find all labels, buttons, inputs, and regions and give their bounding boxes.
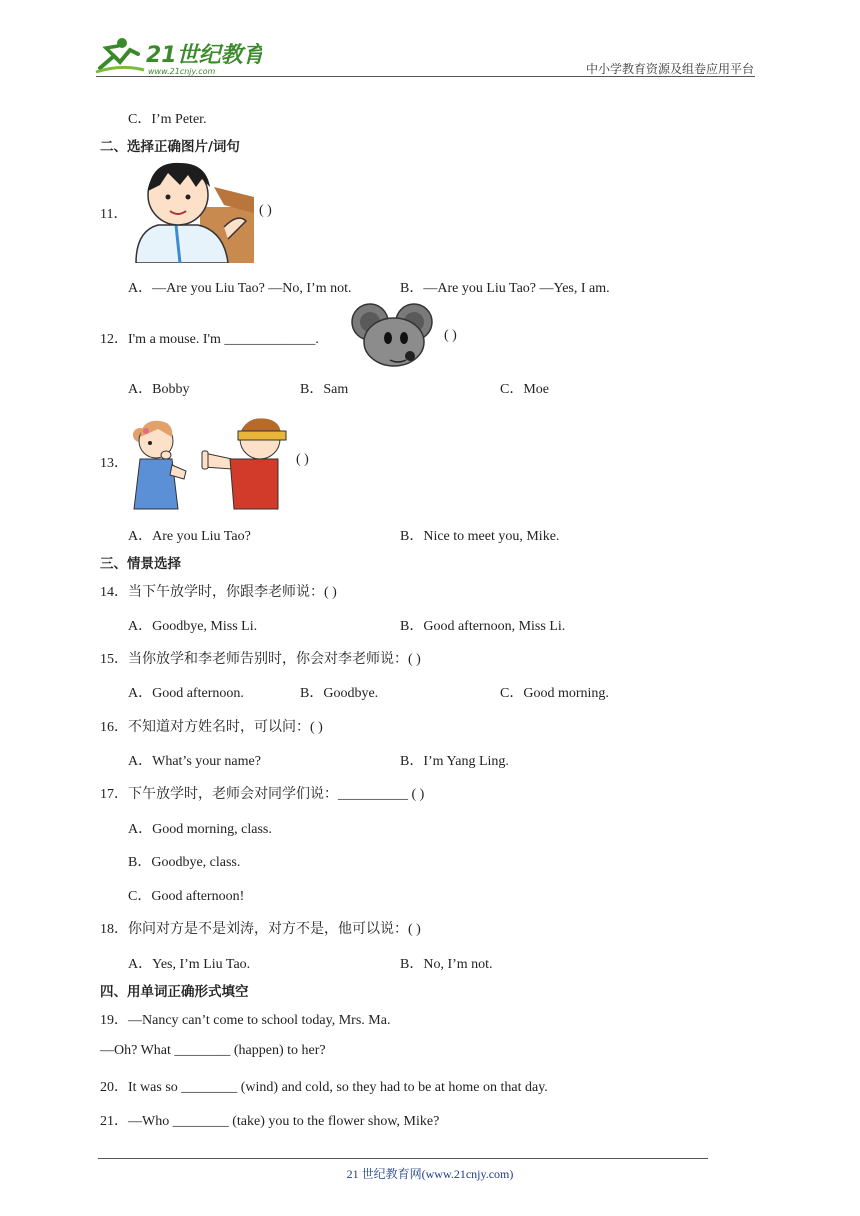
q20-question: 20．It was so ________ (wind) and cold, so they had to be at home on that day. [100,1080,548,1095]
header-tagline: 中小学教育资源及组卷应用平台 [585,62,754,76]
q13-answer-paren: ( ) [296,452,309,467]
q14-option-b: B．Good afternoon, Miss Li. [400,619,566,634]
q14-option-a: A．Goodbye, Miss Li. [128,619,258,634]
q16-question: 16．不知道对方姓名时，可以问：( ) [100,720,323,735]
q17-question: 17．下午放学时，老师会对同学们说：__________ ( ) [100,787,425,802]
footer-text: 21 世纪教育网(www.21cnjy.com) [346,1167,514,1181]
boy-at-desk-image [128,157,254,263]
q12-answer-paren: ( ) [444,328,457,343]
q12-option-b: B．Sam [300,382,349,397]
section-2-title: 二、选择正确图片/词句 [100,139,240,155]
q15-option-b: B．Goodbye. [300,686,379,701]
section-3-title: 三、情景选择 [100,556,181,572]
q11-option-b: B．—Are you Liu Tao? —Yes, I am. [400,281,610,296]
q15-option-c: C．Good morning. [500,686,609,701]
q19-line-2: —Oh? What ________ (happen) to her? [100,1043,326,1058]
mouse-image [350,300,434,370]
logo-text: 21世纪教育 [146,43,262,68]
q12-question: 12．I'm a mouse. I'm _____________. [100,332,319,347]
q16-option-b: B．I’m Yang Ling. [400,754,509,769]
q16-option-a: A．What’s your name? [128,754,261,769]
q13-option-b: B．Nice to meet you, Mike. [400,529,560,544]
q21-question: 21．—Who ________ (take) you to the flower show, Mike? [100,1114,440,1129]
q11-number: 11． [100,207,128,222]
q11-answer-paren: ( ) [259,203,272,218]
q18-option-b: B．No, I’m not. [400,957,493,972]
q11-option-a: A．—Are you Liu Tao? —No, I’m not. [128,281,352,296]
q12-option-a: A．Bobby [128,382,190,397]
q17-option-c: C．Good afternoon! [128,889,245,904]
q17-option-a: A．Good morning, class. [128,822,272,837]
q15-question: 15．当你放学和李老师告别时，你会对李老师说：( ) [100,652,421,667]
logo-url: www.21cnjy.com [148,67,216,76]
header-divider [96,76,755,77]
q19-line-1: 19．—Nancy can’t come to school today, Mrs. Ma. [100,1013,391,1028]
q13-option-a: A．Are you Liu Tao? [128,529,251,544]
q18-question: 18．你问对方是不是刘涛，对方不是，他可以说：( ) [100,922,421,937]
girl-and-blindfolded-boy-image [128,415,290,511]
prev-option-c: C．I’m Peter. [128,112,207,127]
q15-option-a: A．Good afternoon. [128,686,244,701]
site-logo [92,34,262,78]
q17-option-b: B．Goodbye, class. [128,855,241,870]
q13-number: 13． [100,456,128,471]
q14-question: 14．当下午放学时，你跟李老师说：( ) [100,585,337,600]
footer-divider [98,1158,708,1159]
q18-option-a: A．Yes, I’m Liu Tao. [128,957,251,972]
section-4-title: 四、用单词正确形式填空 [100,984,249,1000]
runner-icon [96,38,144,72]
q12-option-c: C．Moe [500,382,549,397]
